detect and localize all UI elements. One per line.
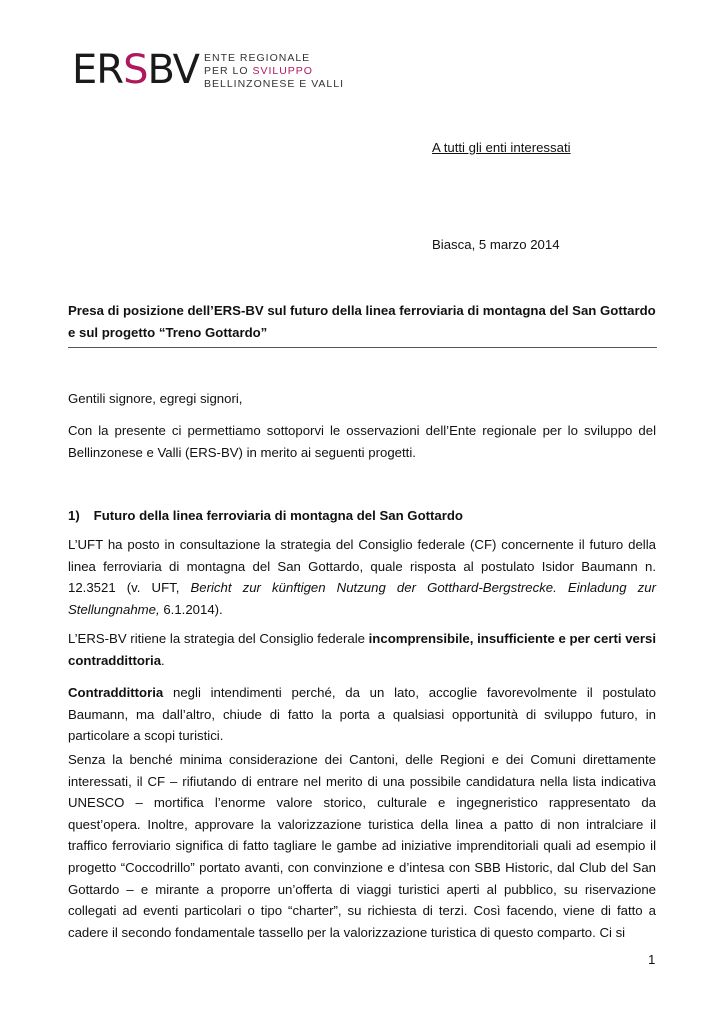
paragraph-strategy: L’ERS-BV ritiene la strategia del Consiglio federale incomprensibile, insufficiente e per certi versi contraddittoria. <box>68 631 656 668</box>
page-number: 1 <box>648 952 656 967</box>
letter-date: Biasca, 5 marzo 2014 <box>432 237 560 252</box>
section-1-title: Futuro della linea ferroviaria di montagna del San Gottardo <box>93 508 463 523</box>
recipient-line: A tutti gli enti interessati <box>432 140 571 155</box>
paragraph-uft: L’UFT ha posto in consultazione la strategia del Consiglio federale (CF) concernente il futuro della linea ferroviaria di montagna del San Gottardo, quale risposta al postulato Isidor Baumann n. 12.3521 (v. UFT, Bericht zur künftigen Nutzung der Gotthard-Bergstrecke. Einladung zur Stellungnahme, 6.1.2014). <box>68 537 656 617</box>
logo-line-1: ENTE REGIONALE <box>204 52 311 64</box>
letter-subject: Presa di posizione dell’ERS-BV sul futuro della linea ferroviaria di montagna del San Gottardo e sul progetto “Treno Gottardo” <box>68 300 657 348</box>
logo-line-3: BELLINZONESE E VALLI <box>204 78 345 90</box>
section-1-number: 1) <box>68 508 80 523</box>
paragraph-contraddittoria: Contraddittoria negli intendimenti perché, da un lato, accoglie favorevolmente il postulato Baumann, ma dall’altro, chiude di fatto la porta a qualsiasi opportunità di sviluppo futuro, in particolare a scopi turistici. <box>68 685 656 744</box>
salutation: Gentili signore, egregi signori, <box>68 391 243 406</box>
logo-tagline <box>204 52 344 91</box>
intro-paragraph: Con la presente ci permettiamo sottoporvi le osservazioni dell’Ente regionale per lo sviluppo del Bellinzonese e Valli (ERS-BV) in merito ai seguenti progetti. <box>68 423 656 460</box>
section-1-heading <box>68 508 463 523</box>
paragraph-unesco: Senza la benché minima considerazione dei Cantoni, delle Regioni e dei Comuni direttamente interessati, il CF – rifiutando di entrare nel merito di una possibile candidatura nella lista indicativa UNESCO – mortifica l’enorme valore storico, culturale e ingegneristico rappresentato da quest’opera. Inoltre, approvare la valorizzazione turistica della linea a patto di non intralciare il traffico ferroviario significa di fatto tagliare le gambe ad iniziative imprenditoriali quali ad esempio il progetto “Coccodrillo” portato avanti, con convinzione e d’intesa con SBB Historic, dal Club del San Gottardo – e mirante a proporre un’offerta di viaggi turistici aperti al pubblico, su riservazione collegati ad eventi particolari o tipo “charter”, su richiesta di terzi. Così facendo, viene di fatto a cadere il secondo fondamentale tassello per la valorizzazione turistica di questo comparto. Ci si <box>68 752 656 940</box>
logo-line-2: PER LO SVILUPPO <box>204 65 313 77</box>
logo-wordmark: ERSBV <box>72 47 200 93</box>
